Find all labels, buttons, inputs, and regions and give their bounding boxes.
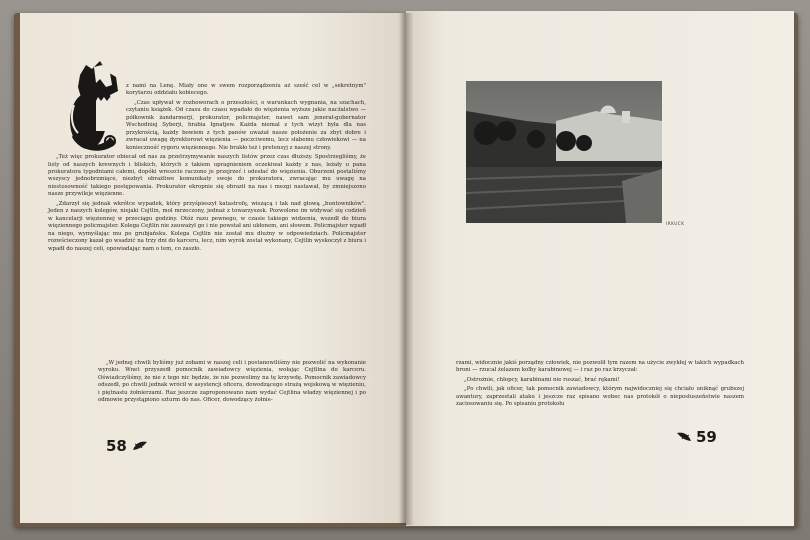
- photo-caption: IRKUCK: [666, 221, 685, 226]
- paragraph: „W jednej chwili byliśmy już zobami w naszej celi i postanowiliśmy nie pozwolić na wykonanie wyroku. Wnet przyszedł pomocnik zawiadowcy więzienia, wołając Cejtlina do karceru. Oświadczyliśmy, że nie z tego nic będzie, że nie pozwolimy na tę krzywdę. Pomocnik zawiadowcy odszedł, po chwili jednak wrócił w asystencji oficera, dowodzącego strażą wojskową w więzieniu, i piętnastu żołnierzami. Raz jeszcze zaproponowano nam wydać Cejtlina władzy więziennej i po odmowie przystąpiono szturm do nas. Oficer, dowodzący żołnie-: [98, 360, 366, 404]
- right-page-text: [456, 360, 744, 411]
- paragraph: „Ostrożnie, chłopcy, karabinami nie ruszać, brać rękami!: [464, 376, 620, 383]
- irkutsk-photograph: [466, 81, 662, 223]
- left-page-lower-text: [98, 360, 366, 407]
- left-page: [20, 13, 406, 523]
- right-page: [406, 11, 794, 526]
- leaf-ornament-icon: [676, 431, 692, 443]
- leaf-ornament-icon: [132, 440, 148, 452]
- paragraph: „Czas upływał w rozhoworach o przeszłości, o warunkach wygnania, na szachach, czytaniu książek. Od czasu do czasu wpadało do więzienia wyższe jakie nacżalstwo — półkownik żandarmerji, prokurator, policmajster, nawet sam jenerał-gubernator Wschodniej Syberji, hrabia Ignatjew. Każda niemal z tych wizyt była dla nas przykrością, każdy bowiem z tych panów uważał nasze położenie za zbyt dobre i zwracał uwagę dyrektorowi więzienia — poczciwemu, lecz słabemu człowiekowi — na konieczność rygoru więziennego. Nie brakło też i pretensyj z naszej strony.: [126, 99, 366, 151]
- left-page-upper-text: [48, 83, 366, 255]
- book-gutter: [398, 13, 414, 525]
- paragraph: „Po chwili, jak oficer, tak pomocnik zawiadowcy, którym najwidoczniej się chciało uniknąć grubszej awantury, zaprzestali ataku i jeszcze raz spisano wobec nas protokół o nieposłuszeństwie naszem zaciosowaniu się. Po spisaniu protokołu: [456, 386, 744, 408]
- paragraph: z nami na Lenę. Miały one w swem rozporządzeniu aż sześć cel w „sekretnym" korytarzu oddziału kobiecego.: [126, 83, 366, 97]
- paragraph: „Też więc prokurator obiecał od nas za przetrzymywanie naszych listów przez czas dłuższy. Spostrzegliśmy, że listy od naszych krewnych i bliskich, których z takiem upragnieniem oczekiwał każdy z nas, leżały u pana prokuratora tygodniami całemi, dopóki wreszcie raczono je przejrzeć i odesłać do więzienia. Oburzeni postaliśmy wszyscy jednobrzmiące, niezbyt obrażliwe komunikaty swoje do prokuratora, zwracając mu uwagę na niestosowność takiego postępowania. Prokurator ekropnie się obraził na nas i mezgi nastawał, by zmniejszono nasze przywileje więzienne.: [48, 154, 366, 198]
- paragraph: rzami, widocznie jakiś porządny człowiek, nie pozwolił tym razem na użycie zwykłej w takich wypadkach broni — rzucał żelazem kolby karabinowej — i raz po raz krzyczał:: [456, 360, 744, 374]
- page-number: 58: [106, 437, 127, 455]
- paragraph: „Zdarzył się jednak wkrótce wypadek, który przyśpieszył katastrofę, wiszącą i tak nad głową „buntowników". Jeden z naszych kolegów, niejaki Cejtlin, mol mrzeczony, jednaż z towarzyszek. Pozwolono im widywać się codzień w kancelarji więziennej w przeciągu godziny. Otóż razu pewnego, w czasie takiego widzenia, wszedł do biura więziennego policmajster. Kolega Cejtlin nie zauważył go i nie powstał ani ukłonem, ani słowem. Policmajster wpadł na niego, wymyślając mu po grubjańsku. Kolega Cejtlin nie został mu dłużny w odpowiedziach. Policmajster rozwścieczony kazał go wsadzić na trzy dni do karceru, lecz, nim wyrok został wykonany, Cejtlin wyskoczył z biura i wpadł do naszej celi, opowiadając nam o tem, co zaszło.: [48, 200, 366, 252]
- page-number: 59: [696, 428, 717, 446]
